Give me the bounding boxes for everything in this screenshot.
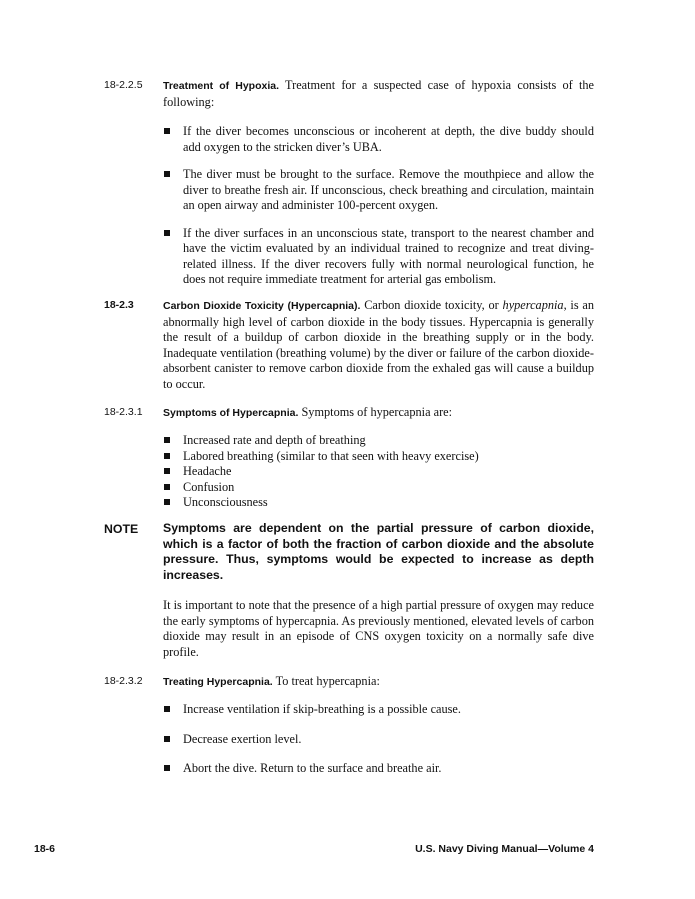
section-body (163, 674, 594, 691)
bullet-square-icon (164, 499, 170, 505)
bullet-square-icon (164, 468, 170, 474)
section-text-cont: , is an abnormally high level of carbon dioxide in the body tissues. Hypercapnia is generally the result of a buildup of carbon dioxide in the breathing supply or in the body. Inadequate ventilation (breathing volume) by the diver or failure of the carbon dioxide-absorbent canister to remove carbon dioxide from the exhaled gas will cause a buildup to occur. (163, 298, 595, 391)
hypercapnia-paragraph: It is important to note that the presence of a high partial pressure of oxygen may reduce the early symptoms of hypercapnia. As previously mentioned, elevated levels of carbon dioxide may result in an episode of CNS oxygen toxicity on a normally safe dive profile. (163, 598, 594, 659)
list-item: Decrease exertion level. (163, 732, 594, 748)
bullet-square-icon (164, 706, 170, 712)
section-body (163, 78, 594, 110)
bullet-square-icon (164, 230, 170, 236)
bullet-square-icon (164, 484, 170, 490)
section-number: 18-2.3 (104, 299, 134, 311)
section-heading: Symptoms of Hypercapnia. (163, 407, 299, 419)
section-18-2-3-1 (104, 405, 594, 422)
bullet-square-icon (164, 765, 170, 771)
section-text: To treat hypercapnia: (275, 674, 380, 688)
list-item: Increase ventilation if skip-breathing is a possible cause. (163, 702, 594, 718)
section-heading: Treating Hypercapnia. (163, 676, 273, 688)
bullet-square-icon (164, 171, 170, 177)
list-item: Headache (163, 464, 594, 480)
term-hypercapnia: hypercapnia (502, 298, 564, 312)
list-item: If the diver becomes unconscious or incoherent at depth, the dive buddy should add oxygen to the stricken diver’s UBA. (163, 124, 594, 155)
bullet-square-icon (164, 437, 170, 443)
section-text: Treatment for a suspected case of hypoxia consists of the following: (163, 78, 594, 109)
list-item: The diver must be brought to the surface. Remove the mouthpiece and allow the diver to breathe fresh air. If unconscious, check breathing and circulation, maintain an open airway and administer 100-percent oxygen. (163, 167, 594, 214)
list-item: Labored breathing (similar to that seen with heavy exercise) (163, 449, 594, 465)
list-item: Confusion (163, 480, 594, 496)
bullet-square-icon (164, 128, 170, 134)
footer-title: U.S. Navy Diving Manual—Volume 4 (415, 843, 594, 855)
note-label: NOTE (104, 522, 139, 536)
hypoxia-treatment-list (163, 124, 594, 300)
section-body (163, 405, 594, 422)
note-text: Symptoms are dependent on the partial pressure of carbon dioxide, which is a factor of both the fraction of carbon dioxide and the absolute pressure. Thus, symptoms would be expected to increase as depth increases. (163, 521, 594, 582)
hypercapnia-symptom-list (163, 433, 594, 511)
list-item: If the diver surfaces in an unconscious state, transport to the nearest chamber and have the victim evaluated by an individual trained to recognize and treat diving-related illness. If the diver recovers fully with normal neurological function, he does not require immediate treatment for arterial gas embolism. (163, 226, 594, 288)
bullet-square-icon (164, 736, 170, 742)
list-item: Abort the dive. Return to the surface and breathe air. (163, 761, 594, 777)
section-number: 18-2.3.1 (104, 406, 143, 418)
section-text: Symptoms of hypercapnia are: (301, 405, 453, 419)
bullet-square-icon (164, 453, 170, 459)
section-number: 18-2.3.2 (104, 675, 143, 687)
list-item: Unconsciousness (163, 495, 594, 511)
section-heading: Treatment of Hypoxia. (163, 80, 279, 92)
section-body (163, 298, 594, 392)
section-number: 18-2.2.5 (104, 79, 143, 91)
section-18-2-3-2 (104, 674, 594, 691)
hypercapnia-treatment-list (163, 702, 594, 789)
page-number: 18-6 (34, 843, 56, 855)
list-item: Increased rate and depth of breathing (163, 433, 594, 449)
section-heading: Carbon Dioxide Toxicity (Hypercapnia). (163, 300, 361, 312)
section-18-2-3 (104, 298, 594, 392)
section-18-2-2-5 (104, 78, 594, 110)
section-text: Carbon dioxide toxicity, or (364, 298, 499, 312)
